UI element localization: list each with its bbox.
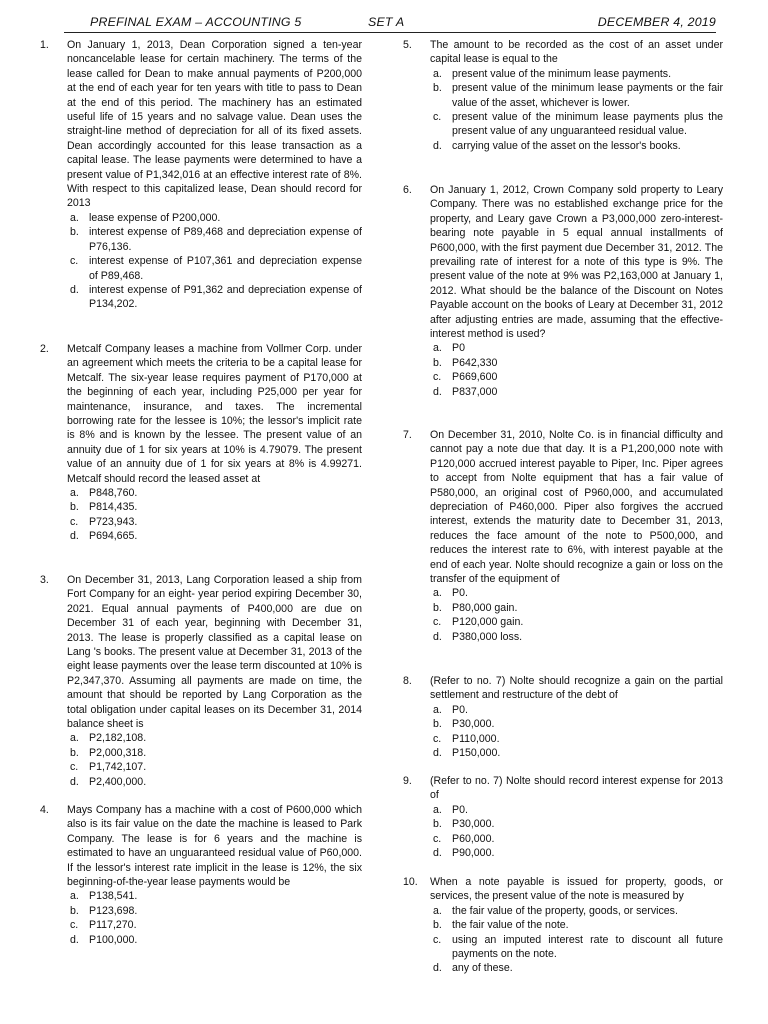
option-letter: a. xyxy=(433,67,442,80)
question-number: 2. xyxy=(40,343,49,355)
answer-options xyxy=(430,703,723,761)
answer-option xyxy=(67,529,362,543)
answer-option xyxy=(67,775,362,789)
option-letter: d. xyxy=(433,630,442,643)
option-text: P837,000 xyxy=(452,385,498,398)
answer-option xyxy=(430,961,723,975)
option-letter: a. xyxy=(433,587,442,600)
answer-option xyxy=(430,356,723,370)
answer-option xyxy=(67,746,362,760)
question-2 xyxy=(40,342,362,544)
option-letter: d. xyxy=(70,775,79,788)
option-letter: d. xyxy=(70,933,79,946)
exam-header xyxy=(64,14,716,33)
option-letter: d. xyxy=(433,747,442,760)
option-letter: d. xyxy=(433,139,442,152)
answer-options xyxy=(430,67,723,153)
option-text: using an imputed interest rate to discount all future payments on the note. xyxy=(452,933,723,961)
question-5 xyxy=(403,38,723,153)
option-text: P120,000 gain. xyxy=(452,616,524,629)
option-text: P2,182,108. xyxy=(89,732,147,745)
option-text: P694,665. xyxy=(89,530,138,543)
option-letter: c. xyxy=(70,255,79,268)
option-letter: d. xyxy=(433,962,442,975)
option-letter: b. xyxy=(70,904,79,917)
option-text: P60,000. xyxy=(452,832,495,845)
question-6 xyxy=(403,183,723,399)
answer-option xyxy=(430,717,723,731)
question-text: Metcalf Company leases a machine from Vollmer Corp. under an agreement which meets the criteria to be a capital lease for Metcalf. The six-year lease requires payment of P170,000 at the beginning of each year, including P25,000 per year for maintenance, insurance, and taxes. The incremental borrowing rate for the lessee is 10%; the lessor's implicit rate is 8% and is known by the lessee. The present value of an annuity due of 1 for six years at 10% is 4.79079. The present value of an annuity due of 1 for six years at 8% is 4.99271. Metcalf should record the leased asset at xyxy=(67,343,362,485)
option-text: P110,000. xyxy=(452,732,500,745)
option-text: P80,000 gain. xyxy=(452,601,518,614)
answer-option xyxy=(67,225,362,254)
option-text: P138,541. xyxy=(89,890,138,903)
option-text: P723,943. xyxy=(89,515,138,528)
answer-option xyxy=(430,630,723,644)
answer-option xyxy=(67,500,362,514)
answer-option xyxy=(430,746,723,760)
question-8 xyxy=(403,674,723,760)
option-text: present value of the minimum lease payments. xyxy=(452,67,672,80)
answer-option xyxy=(67,889,362,903)
question-10 xyxy=(403,875,723,976)
answer-option xyxy=(430,67,723,81)
option-text: P0. xyxy=(452,703,468,716)
option-text: P0 xyxy=(452,342,465,355)
answer-option xyxy=(430,904,723,918)
option-text: P380,000 loss. xyxy=(452,630,523,643)
question-number: 8. xyxy=(403,675,412,687)
answer-option xyxy=(430,846,723,860)
option-letter: c. xyxy=(70,919,79,932)
answer-options xyxy=(430,341,723,399)
answer-option xyxy=(430,110,723,139)
question-3 xyxy=(40,573,362,789)
question-number: 10. xyxy=(403,876,418,888)
question-number: 6. xyxy=(403,184,412,196)
answer-option xyxy=(430,615,723,629)
answer-options xyxy=(67,211,362,312)
option-text: any of these. xyxy=(452,962,513,975)
option-text: P669,600 xyxy=(452,371,498,384)
question-9 xyxy=(403,774,723,860)
answer-option xyxy=(430,803,723,817)
option-text: P814,435. xyxy=(89,501,138,514)
option-text: the fair value of the property, goods, or services. xyxy=(452,904,678,917)
option-text: P1,742,107. xyxy=(89,761,147,774)
option-letter: c. xyxy=(433,832,442,845)
answer-option xyxy=(67,211,362,225)
option-letter: b. xyxy=(70,501,79,514)
answer-option xyxy=(430,586,723,600)
option-letter: d. xyxy=(433,385,442,398)
option-letter: b. xyxy=(433,82,442,95)
option-text: P90,000. xyxy=(452,847,495,860)
option-text: P30,000. xyxy=(452,818,495,831)
exam-title: PREFINAL EXAM – ACCOUNTING 5 xyxy=(90,15,302,29)
answer-option xyxy=(430,732,723,746)
answer-options xyxy=(67,731,362,789)
option-letter: a. xyxy=(70,211,79,224)
question-text: When a note payable is issued for property, goods, or services, the present value of the note is measured by xyxy=(430,876,723,903)
question-text: On December 31, 2010, Nolte Co. is in financial difficulty and cannot pay a note due that day. It is a P1,200,000 note with P120,000 accrued interest payable to Piper, Inc. Piper agrees to accept from Nolte equipment that has a fair value of P580,000, an original cost of P960,000, and accumulated depreciation of P460,000. Piper also forgives the accrued interest, extends the maturity date to December 31, 2013, reduces the face amount of the note to P500,000, and reduces the interest rate to 6%, with interest payable at the end of each year. Nolte should recognize a gain or loss on the transfer of the equipment of xyxy=(430,429,723,586)
question-text: (Refer to no. 7) Nolte should recognize a gain on the partial settlement and restructure of the debt of xyxy=(430,675,723,702)
answer-option xyxy=(67,760,362,774)
answer-options xyxy=(430,586,723,644)
option-letter: a. xyxy=(433,703,442,716)
question-text: On January 1, 2012, Crown Company sold property to Leary Company. There was no established exchange price for the property, and Leary gave Crown a P3,000,000 zero-interest-bearing note payable in 5 equal annual installments of P600,000, with the first payment due December 31, 2012. The prevailing rate of interest for a note of this type is 9%. The present value of the note at 9% was P2,163,000 at January 1, 2012. What should be the balance of the Discount on Notes Payable account on the books of Leary at December 31, 2012 after adjusting entries are made, assuming that the effective-interest method is used? xyxy=(430,184,723,341)
option-letter: d. xyxy=(433,847,442,860)
answer-option xyxy=(67,515,362,529)
option-text: P0. xyxy=(452,587,468,600)
answer-option xyxy=(430,370,723,384)
question-number: 1. xyxy=(40,39,49,51)
option-text: P2,400,000. xyxy=(89,775,147,788)
question-number: 5. xyxy=(403,39,412,51)
option-text: interest expense of P91,362 and depreciation expense of P134,202. xyxy=(89,283,362,311)
option-text: interest expense of P89,468 and depreciation expense of P76,136. xyxy=(89,226,362,253)
option-text: the fair value of the note. xyxy=(452,919,569,932)
answer-options xyxy=(67,486,362,544)
option-text: carrying value of the asset on the lessor's books. xyxy=(452,139,681,152)
answer-option xyxy=(67,254,362,283)
answer-options xyxy=(430,904,723,976)
option-text: P848,760. xyxy=(89,487,138,500)
answer-option xyxy=(430,703,723,717)
option-letter: c. xyxy=(433,732,442,745)
answer-option xyxy=(430,817,723,831)
option-text: present value of the minimum lease payments plus the present value of any unguaranteed residual value. xyxy=(452,111,723,138)
option-letter: c. xyxy=(70,515,79,528)
question-4 xyxy=(40,803,362,947)
question-text: Mays Company has a machine with a cost of P600,000 which also is its fair value on the date the machine is leased to Park Company. The lease is for 6 years and the machine is estimated to have an unguaranteed residual value of P60,000. If the lessor's interest rate implicit in the lease is 12%, the six beginning-of-the-year lease payments would be xyxy=(67,804,362,889)
option-letter: b. xyxy=(433,356,442,369)
question-text: On December 31, 2013, Lang Corporation leased a ship from Fort Company for an eight- year period expiring December 30, 2021. Equal annual payments of P400,000 are due on December 31 of each year, beginning with December 31, 2013. The lease is properly classified as a capital lease on Lang 's books. The present value at December 31, 2013 of the eight lease payments over the lease term discounted at 10% is P2,347,370. Assuming all payments are made on time, the amount that should be reported by Lang Corporation as the total obligation under capital leases on its December 31, 2014 balance sheet is xyxy=(67,574,362,731)
option-letter: a. xyxy=(70,890,79,903)
option-letter: c. xyxy=(433,933,442,946)
answer-option xyxy=(67,486,362,500)
option-text: P123,698. xyxy=(89,904,138,917)
answer-option xyxy=(67,933,362,947)
answer-option xyxy=(430,341,723,355)
option-letter: c. xyxy=(433,111,442,124)
option-text: lease expense of P200,000. xyxy=(89,211,221,224)
option-text: P2,000,318. xyxy=(89,746,147,759)
option-letter: c. xyxy=(433,616,442,629)
answer-option xyxy=(430,918,723,932)
answer-option xyxy=(430,139,723,153)
answer-option xyxy=(430,601,723,615)
option-text: P0. xyxy=(452,803,468,816)
exam-date: DECEMBER 4, 2019 xyxy=(597,15,716,29)
answer-option xyxy=(67,731,362,745)
option-letter: d. xyxy=(70,530,79,543)
option-text: P100,000. xyxy=(89,933,138,946)
option-letter: b. xyxy=(433,601,442,614)
option-letter: a. xyxy=(70,732,79,745)
option-letter: d. xyxy=(70,283,79,296)
option-letter: b. xyxy=(70,746,79,759)
answer-options xyxy=(67,889,362,947)
answer-option xyxy=(430,385,723,399)
answer-options xyxy=(430,803,723,861)
question-number: 7. xyxy=(403,429,412,441)
option-letter: a. xyxy=(433,342,442,355)
option-letter: b. xyxy=(433,818,442,831)
option-text: interest expense of P107,361 and depreciation expense of P89,468. xyxy=(89,255,362,282)
question-number: 9. xyxy=(403,775,412,787)
question-1 xyxy=(40,38,362,312)
option-letter: a. xyxy=(433,904,442,917)
option-letter: b. xyxy=(433,919,442,932)
answer-option xyxy=(67,918,362,932)
option-letter: c. xyxy=(70,761,79,774)
answer-option xyxy=(67,904,362,918)
option-letter: a. xyxy=(70,487,79,500)
option-text: P150,000. xyxy=(452,747,501,760)
question-text: (Refer to no. 7) Nolte should record interest expense for 2013 of xyxy=(430,775,723,802)
answer-option xyxy=(67,283,362,312)
option-letter: b. xyxy=(433,718,442,731)
answer-option xyxy=(430,933,723,962)
question-text: The amount to be recorded as the cost of an asset under capital lease is equal to the xyxy=(430,39,723,66)
question-7 xyxy=(403,428,723,644)
option-letter: a. xyxy=(433,803,442,816)
option-text: present value of the minimum lease payments or the fair value of the asset, whichever is lower. xyxy=(452,82,723,109)
question-text: On January 1, 2013, Dean Corporation signed a ten-year noncancelable lease for certain machinery. The terms of the lease called for Dean to make annual payments of P200,000 at the end of each year for ten years with title to pass to Dean at the end of this period. The machinery has an estimated useful life of 15 years and no salvage value. Dean uses the straight-line method of depreciation for all of its fixed assets. Dean accordingly accounted for this lease transaction as a capital lease. The lease payments were determined to have a present value of P1,342,016 at an effective interest rate of 8%. With respect to this capitalized lease, Dean should record for 2013 xyxy=(67,39,362,210)
option-letter: b. xyxy=(70,226,79,239)
question-number: 3. xyxy=(40,574,49,586)
answer-option xyxy=(430,81,723,110)
exam-set: SET A xyxy=(368,15,405,29)
question-number: 4. xyxy=(40,804,49,816)
option-text: P30,000. xyxy=(452,718,495,731)
option-text: P642,330 xyxy=(452,356,498,369)
option-letter: c. xyxy=(433,371,442,384)
answer-option xyxy=(430,832,723,846)
option-text: P117,270. xyxy=(89,919,137,932)
